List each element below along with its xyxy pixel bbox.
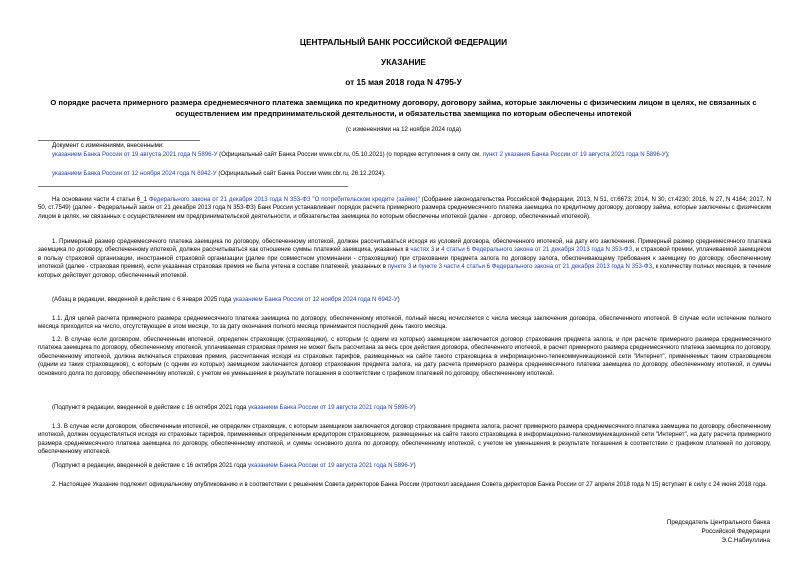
signature-block xyxy=(667,518,770,545)
document-title: О порядке расчета примерного размера среднемесячного платежа заемщика по кредитному договору, договору займа, которые заключены с физическим лицом в целях, не связанных с осуществлением им предпринимательской деятельности, и обязательства заемщика по которым обеспечены ипотекой xyxy=(50,98,757,118)
divider-top xyxy=(38,140,200,141)
link-punkt-2-ukazanie-5896[interactable]: пункт 2 указания Банка России от 19 августа 2021 года N 5896-У xyxy=(482,151,666,158)
signature-position: Председатель Центрального банка xyxy=(666,519,770,526)
edition-note-1: (Абзац в редакции, введенной в действие с 6 января 2025 года указанием Банка России от 12 ноября 2024 года N 6942-У) xyxy=(52,296,400,303)
paragraph-1-3: 1.3. В случае если договором, обеспеченным ипотекой, не определен страховщик, с которым заемщиком заключается договор страхования предмета залога, расчет примерного размера среднемесячного платежа заемщика по договору, обеспеченному ипотекой, должен осуществляться исходя из страховых тарифов, применяемых определенным кредитором страховщиком, размещенных на сайте такого страховщика в информационно-телекоммуникационной сети "Интернет", на дату расчета примерного размера среднемесячного платежа заемщика по договору, обеспеченному ипотекой, и суммы основного долга по договору, обеспеченному ипотекой, с учетом ее уменьшения в результате погашения в соответствии с графиком платежей по договору, обеспеченному ипотекой. xyxy=(38,423,771,456)
link-part-4-article-6[interactable]: 4 статьи 6 Федерального закона от 21 декабря 2013 года N 353-ФЗ xyxy=(441,246,633,254)
paragraph-1: 1. Примерный размер среднемесячного платежа заемщика по договору, обеспеченному ипотекой, должен рассчитываться исходя из условий договора, обеспеченного ипотекой, на дату его заключения. Примерный размер среднемесячного платежа заемщика по договору, обеспеченному ипотекой, должен рассчитываться как отношение суммы платежей заемщика, указанных в частях 3 и 4 статьи 6 Федерального закона от 21 декабря 2013 года N 353-ФЗ, и страховой премии, уплачиваемой заемщиком в пользу страховой организации, иностранной страховой организации (далее при совместном упоминании - страховщики) при страховании предмета залога по договору залога, обеспечивающему требования к заемщику по договору, обеспеченному ипотекой (далее - страховая премия), если указанная страховая премия не была учтена в составе платежей, указанных в пункте 3 и пункте 3 части 4 статьи 6 Федерального закона от 21 декабря 2013 года N 353-ФЗ, к количеству полных месяцев, в течение которых действует договор, обеспеченный ипотекой. xyxy=(38,238,771,279)
changes-label: Документ с изменениями, внесенными: xyxy=(52,142,164,149)
changes-item-2: указанием Банка России от 12 ноября 2024 года N 6942-У (Официальный сайт Банка России www.cbr.ru, 26.12.2024). xyxy=(52,170,386,177)
link-ukazanie-6942[interactable]: указанием Банка России от 12 ноября 2024 года N 6942-У xyxy=(52,170,217,177)
link-part-3[interactable]: частях 3 xyxy=(410,246,435,254)
link-note-ukazanie-5896-b[interactable]: указанием Банка России от 19 августа 2021 года N 5896-У xyxy=(248,462,414,469)
changes-item-1: указанием Банка России от 19 августа 2021 года N 5896-У (Официальный сайт Банка России www.cbr.ru, 05.10.2021) (о порядке вступления в силу см. пункт 2 указания Банка России от 19 августа 2021 года N 5896-У); xyxy=(52,151,670,158)
link-point-3[interactable]: пункте 3 xyxy=(387,263,412,271)
issuer-heading: ЦЕНТРАЛЬНЫЙ БАНК РОССИЙСКОЙ ФЕДЕРАЦИИ xyxy=(299,37,508,47)
link-point-3-part-4[interactable]: пункте 3 части 4 статьи 6 Федерального закона от 21 декабря 2013 года N 353-ФЗ xyxy=(418,263,653,271)
link-note-ukazanie-6942[interactable]: указанием Банка России от 12 ноября 2024 года N 6942-У xyxy=(232,296,398,303)
document-date-number: от 15 мая 2018 года N 4795-У xyxy=(345,77,462,87)
signature-name: Э.С.Набиуллина xyxy=(721,537,770,544)
link-note-ukazanie-5896-a[interactable]: указанием Банка России от 19 августа 2021 года N 5896-У xyxy=(248,404,414,411)
edition-note: (с изменениями на 12 ноября 2024 года) xyxy=(346,126,461,133)
paragraph-2: 2. Настоящее Указание подлежит официальному опубликованию и в соответствии с решением Совета директоров Банка России (протокол заседания Совета директоров Банка России от 27 апреля 2018 года N 15) вступает в силу с 24 июня 2018 года. xyxy=(52,481,768,488)
signature-organization: Российской Федерации xyxy=(701,528,770,535)
link-federal-law-353[interactable]: Федерального закона от 21 декабря 2013 года N 353-ФЗ "О потребительском кредите (займе)" xyxy=(148,196,420,203)
preamble: На основании части 4 статьи 6_1 Федерального закона от 21 декабря 2013 года N 353-ФЗ "О потребительском кредите (займе)" (Собрание законодательства Российской Федерации, 2013, N 51, ст.6673; 2014, N 30, ст.4230; 2016, N 27, N 4164; 2017, N 50, ст.7549) (далее - Федеральный закон от 21 декабря 2013 года N 353-ФЗ) Банк России устанавливает порядок расчета примерного размера среднемесячного платежа заемщика по кредитному договору, договору займа, которые заключены с физическим лицом в целях, не связанных с осуществлением им предпринимательской деятельности, и обязательства заемщика по которым обеспечены ипотекой (далее - договор, обеспеченный ипотекой). xyxy=(38,196,771,220)
divider-bottom xyxy=(38,186,348,187)
edition-note-3: (Подпункт в редакции, введенной в действие с 16 октября 2021 года указанием Банка России от 19 августа 2021 года N 5896-У) xyxy=(52,462,416,469)
paragraph-1-2: 1.2. В случае если договором, обеспеченным ипотекой, определен страховщик (страховщики), с которым (с одним из которых) заемщиком заключается договор страхования предмета залога, и при расчете примерного размера среднемесячного платежа заемщика по договору, обеспеченному ипотекой, уплачиваемая страховая премия не может быть рассчитана за весь срок действия договора, обеспеченного ипотекой, в расчет примерного размера среднемесячного платежа заемщика по договору, обеспеченному ипотекой, должна включаться страховая премия, рассчитанная исходя из страховых тарифов, размещенных на сайте такого страховщика в информационно-телекоммуникационной сети "Интернет", применяемых таким страховщиком (одним из таких страховщиков), с которым (с одним из которых) заемщиком заключается договор страхования предмета залога, на дату расчета примерного размера среднемесячного платежа заемщика по договору, обеспеченному ипотекой, и суммы основного долга по договору, обеспеченному ипотекой, с учетом ее уменьшения в результате погашения в соответствии с графиком платежей по договору, обеспеченному ипотекой. xyxy=(38,336,771,377)
document-type: УКАЗАНИЕ xyxy=(381,57,426,67)
link-ukazanie-5896[interactable]: указанием Банка России от 19 августа 2021 года N 5896-У xyxy=(52,151,218,158)
edition-note-2: (Подпункт в редакции, введенной в действие с 16 октября 2021 года указанием Банка России от 19 августа 2021 года N 5896-У) xyxy=(52,404,416,411)
paragraph-1-1: 1.1. Для целей расчета примерного размера среднемесячного платежа заемщика по договору, обеспеченному ипотекой, полный месяц исчисляется с числа месяца заключения договора, обеспеченного ипотекой. В случае если истечение полного месяца приходится на число, отсутствующее в этом месяце, то за дату окончания полного месяца принимается последний день такого месяца. xyxy=(38,315,771,331)
